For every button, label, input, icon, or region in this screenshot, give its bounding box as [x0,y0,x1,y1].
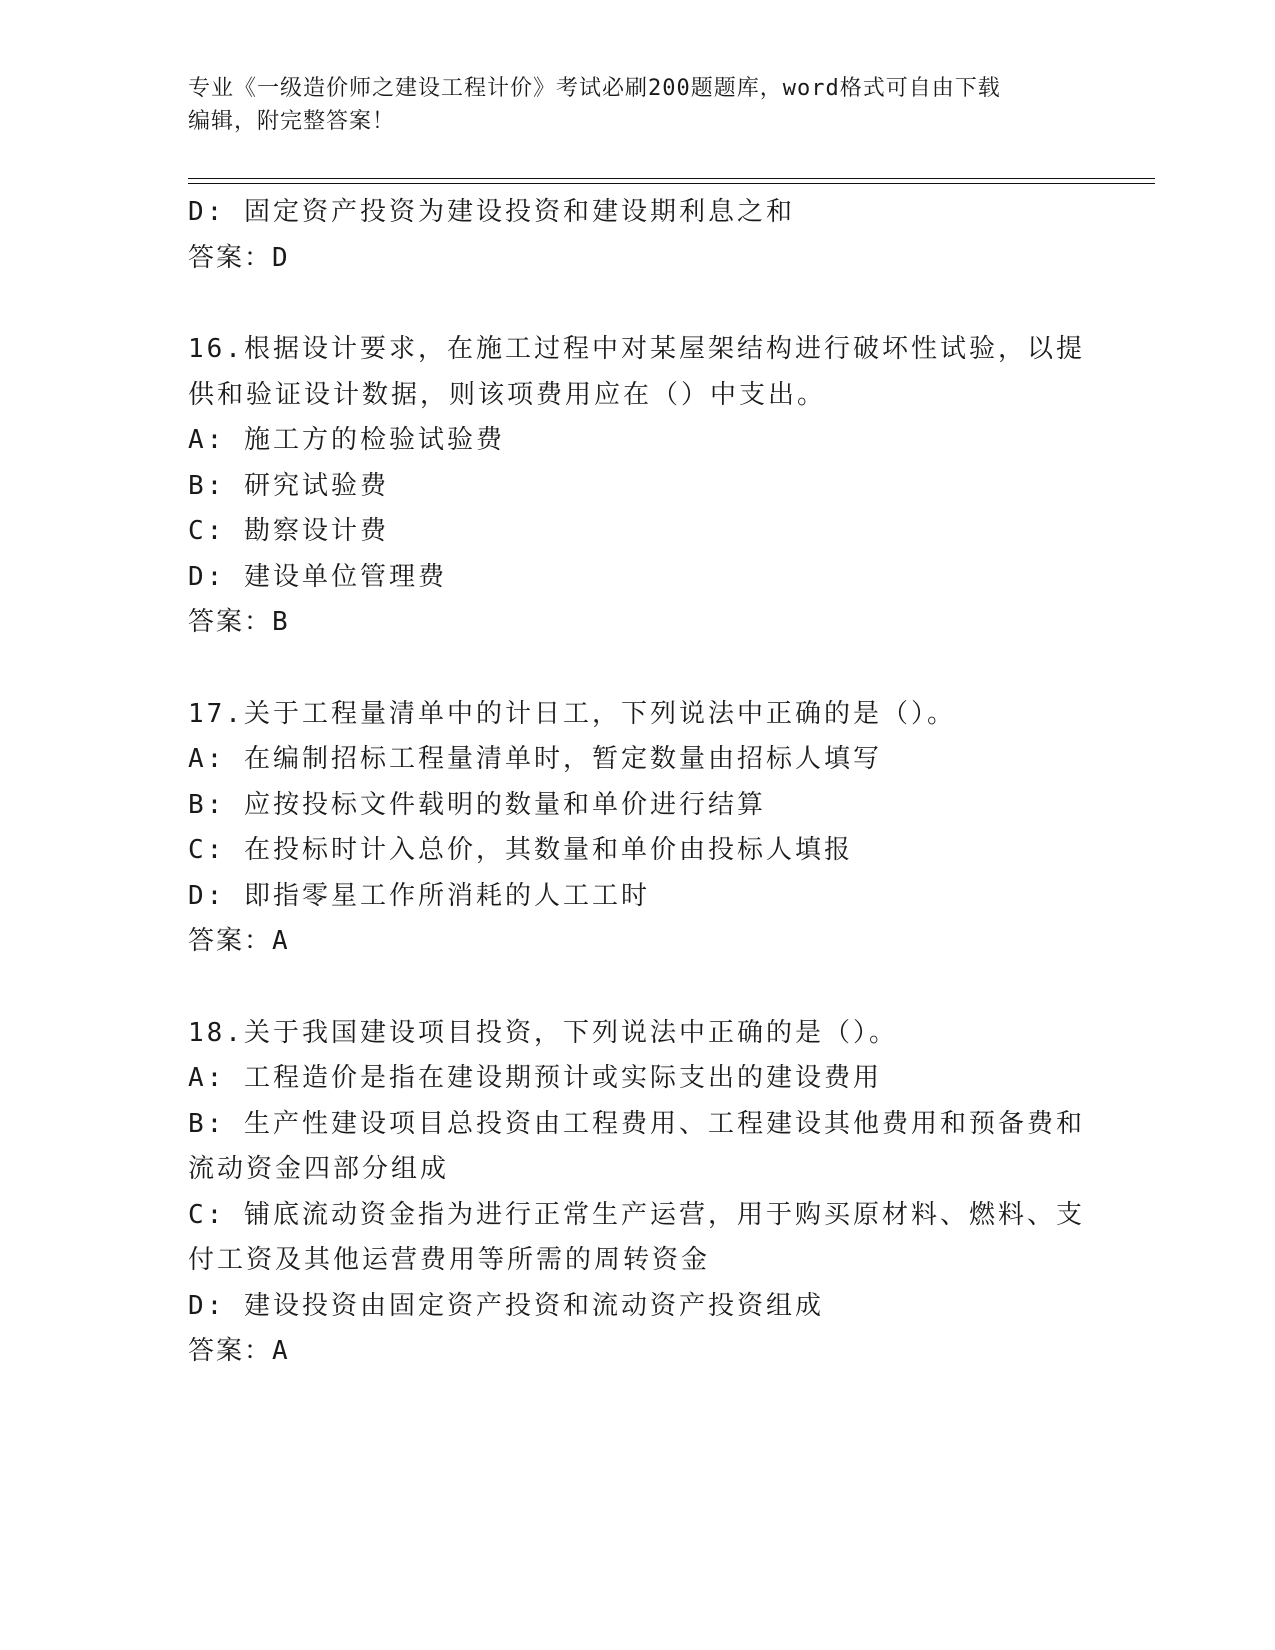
header-line-1: 专业《一级造价师之建设工程计价》考试必刷200题题库，word格式可自由下载 [188,76,1001,101]
option-c: C: 在投标时计入总价，其数量和单价由投标人填报 [188,835,853,865]
option-a: A: 工程造价是指在建设期预计或实际支出的建设费用 [188,1063,882,1093]
option-a: A: 施工方的检验试验费 [188,425,505,455]
question-stem: 16.根据设计要求，在施工过程中对某屋架结构进行破坏性试验，以提 [188,334,1085,364]
question-gap [188,646,1088,692]
option-b: B: 生产性建设项目总投资由工程费用、工程建设其他费用和预备费和 [188,1108,1085,1139]
question-17 [188,692,1088,965]
question-gap [188,281,1088,327]
document-body [188,190,1088,1375]
option-a: A: 在编制招标工程量清单时，暂定数量由招标人填写 [188,744,882,774]
answer-label: 答案： [188,926,273,956]
document-header [188,72,1088,138]
answer-line [188,919,1088,965]
header-divider [188,178,1155,184]
option-b: B: 研究试验费 [188,470,389,501]
question-stem: 18.关于我国建设项目投资，下列说法中正确的是（）。 [188,1017,898,1048]
option-c-continued: 付工资及其他运营费用等所需的周转资金 [188,1245,711,1275]
answer-label: 答案： [188,242,273,273]
answer-line [188,1329,1088,1375]
header-line-2: 编辑，附完整答案！ [188,109,396,134]
answer-value: D [272,242,290,273]
option-d: D: 固定资产投资为建设投资和建设期利息之和 [188,197,795,227]
question-16 [188,327,1088,646]
question-stem: 17.关于工程量清单中的计日工，下列说法中正确的是（）。 [188,698,956,729]
answer-line [188,236,1088,282]
answer-value: A [272,1336,290,1366]
answer-label: 答案： [188,1336,273,1366]
question-18 [188,1011,1088,1375]
option-c: C: 勘察设计费 [188,516,389,546]
option-d: D: 建设投资由固定资产投资和流动资产投资组成 [188,1290,824,1321]
option-b-continued: 流动资金四部分组成 [188,1154,450,1184]
option-d: D: 建设单位管理费 [188,561,447,592]
answer-line [188,600,1088,646]
option-c: C: 铺底流动资金指为进行正常生产运营，用于购买原材料、燃料、支 [188,1199,1085,1230]
option-b: B: 应按投标文件载明的数量和单价进行结算 [188,789,766,820]
answer-value: A [272,926,290,956]
question-stem: 供和验证设计数据，则该项费用应在（）中支出。 [188,379,827,410]
question-gap [188,965,1088,1011]
answer-value: B [272,607,290,637]
answer-label: 答案： [188,607,273,637]
option-d: D: 即指零星工作所消耗的人工工时 [188,880,650,911]
